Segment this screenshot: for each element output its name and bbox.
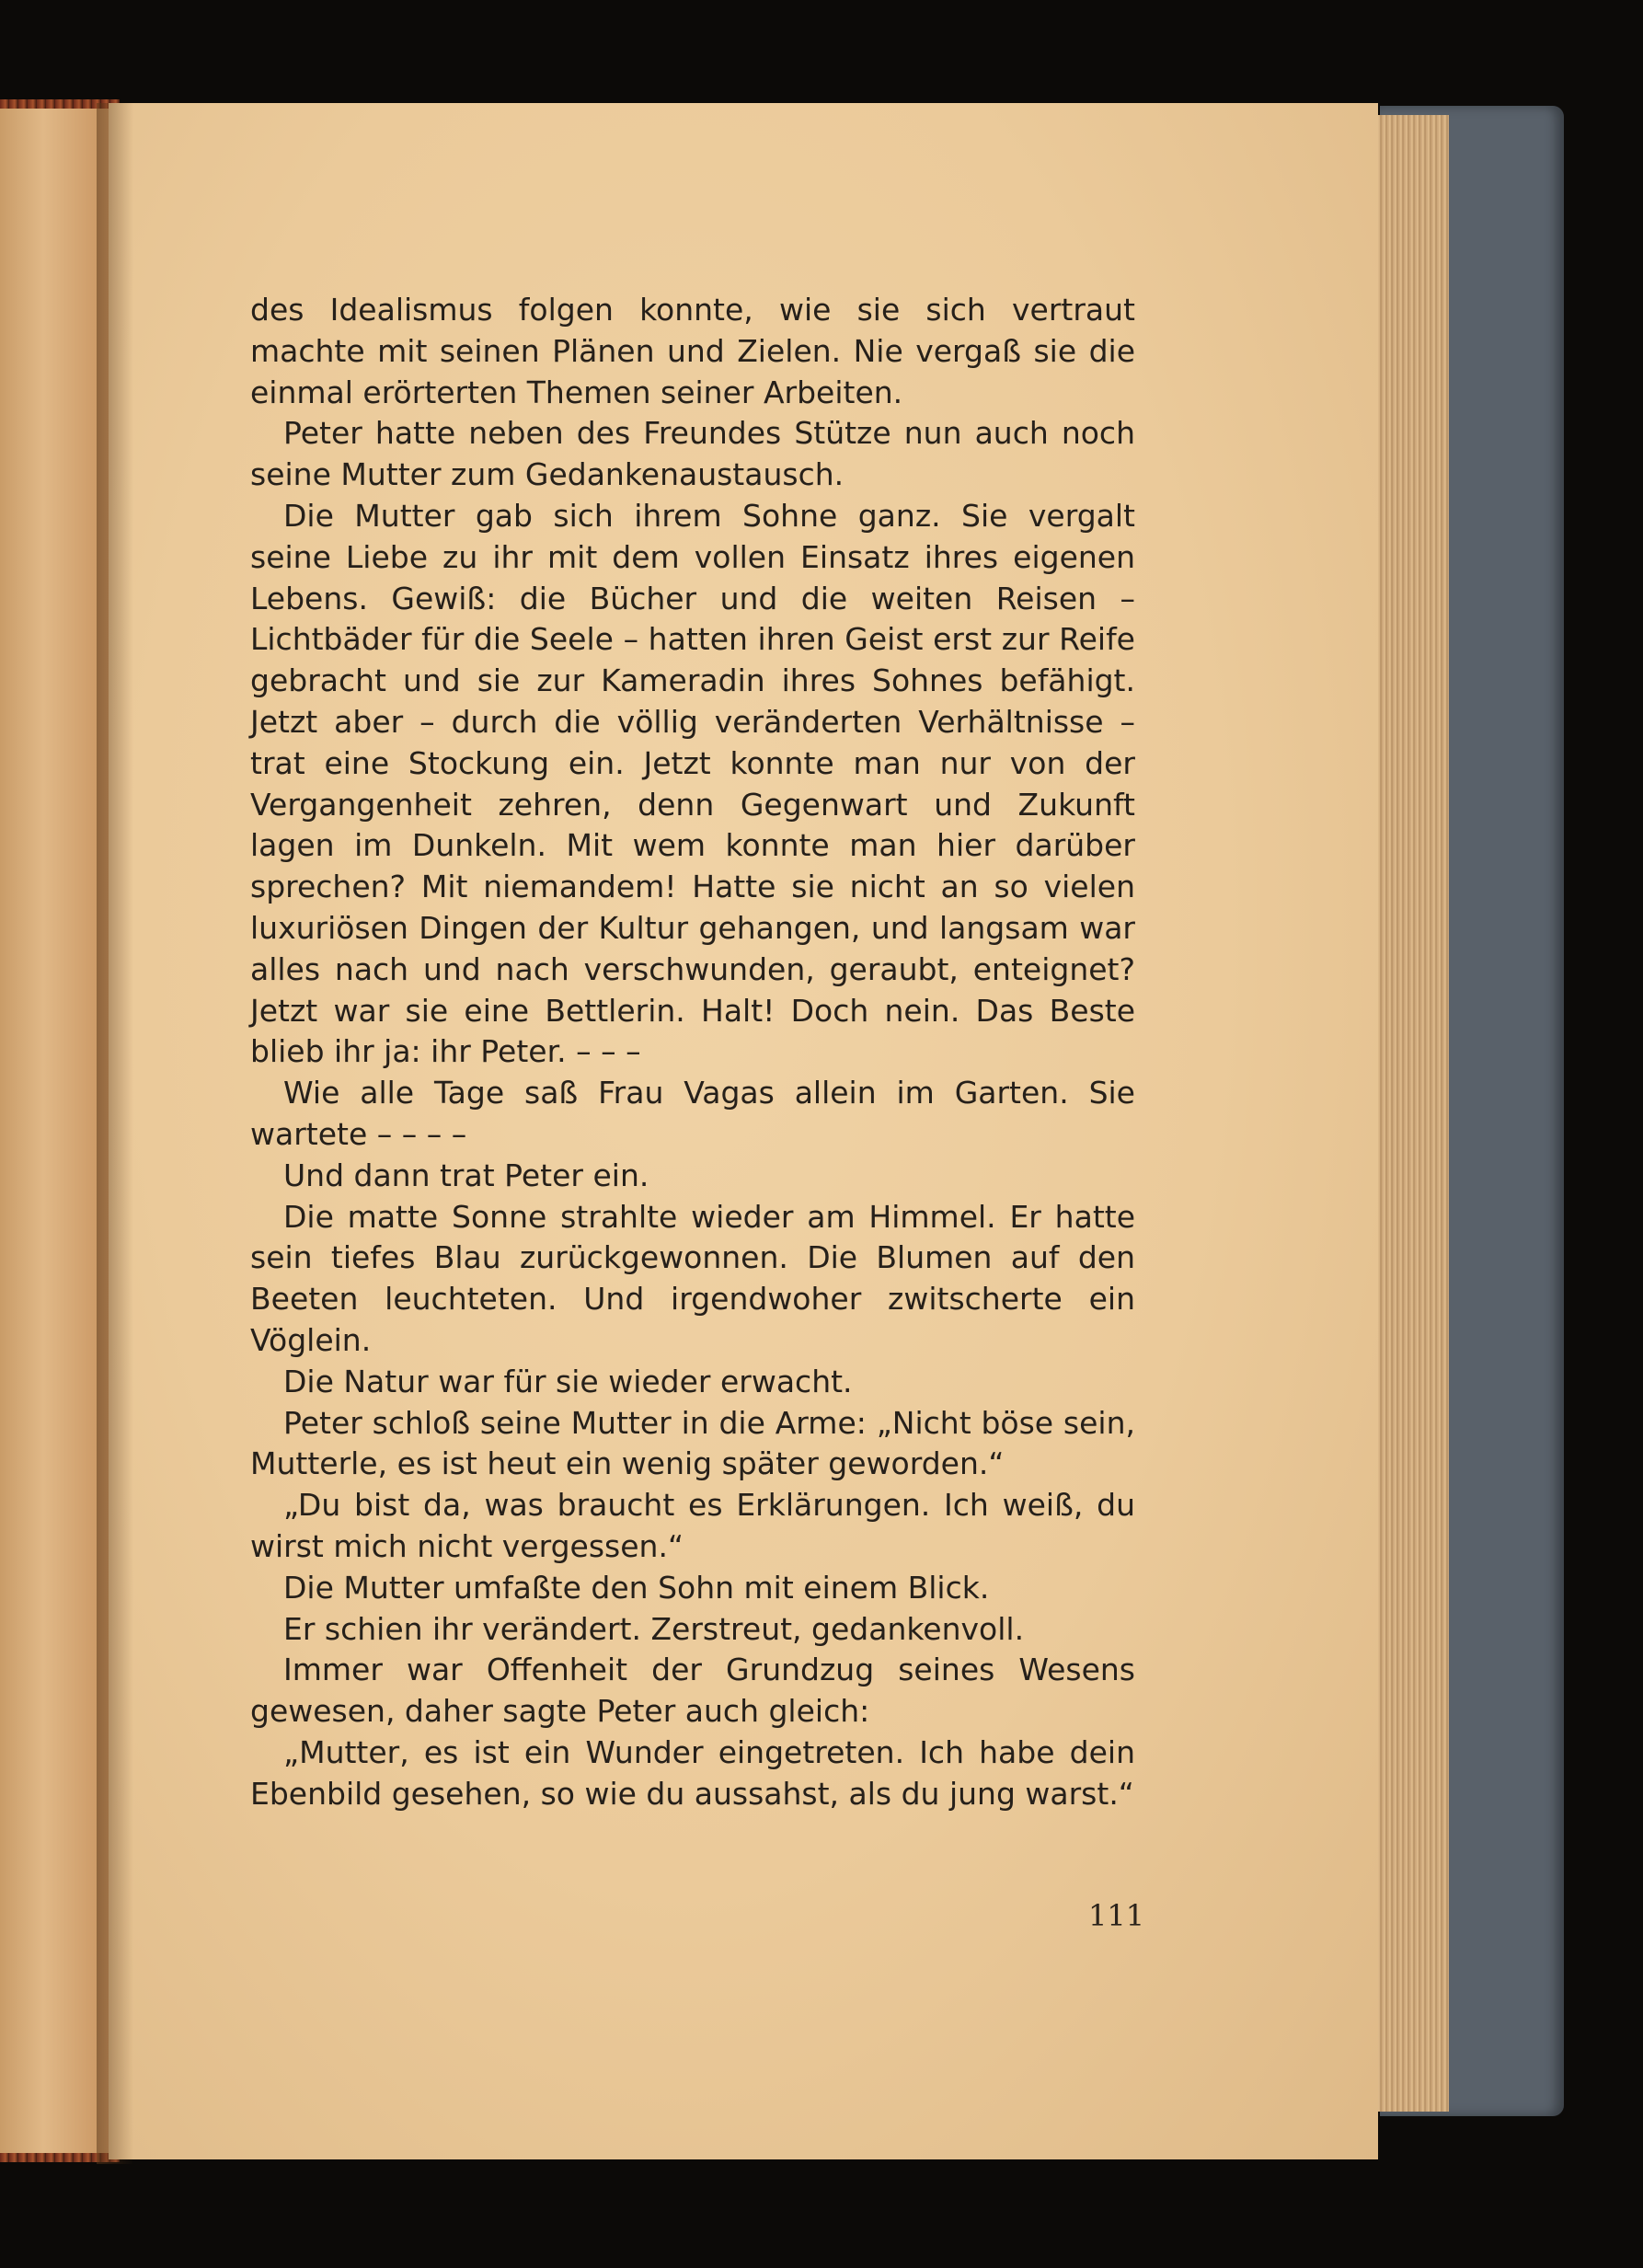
paragraph: Die matte Sonne strahlte wieder am Himmel. Er hatte sein tiefes Blau zurückgewonnen. Die Blumen auf den Beeten leuchteten. Und irgendwoher zwitscherte ein Vöglein. xyxy=(250,1198,1135,1358)
paragraph: Er schien ihr verändert. Zerstreut, gedankenvoll. xyxy=(283,1610,1025,1647)
paragraph: Die Mutter umfaßte den Sohn mit einem Blick. xyxy=(283,1569,990,1606)
paragraph: „Mutter, es ist ein Wunder eingetreten. Ich habe dein Ebenbild gesehen, so wie du aussahst, als du jung warst.“ xyxy=(250,1733,1135,1812)
left-page-strip xyxy=(0,103,109,2159)
paragraph: „Du bist da, was braucht es Erklärungen. Ich weiß, du wirst mich nicht vergessen.“ xyxy=(250,1487,1135,1564)
page-number: 111 xyxy=(1088,1898,1145,1933)
paragraph: Peter hatte neben des Freundes Stütze nun auch noch seine Mutter zum Gedankenaustausch. xyxy=(250,415,1135,493)
paragraph: Die Natur war für sie wieder erwacht. xyxy=(283,1363,853,1399)
paragraph: Peter schloß seine Mutter in die Arme: „Nicht böse sein, Mutterle, es ist heut ein wenig später geworden.“ xyxy=(250,1404,1135,1482)
paragraph: Und dann trat Peter ein. xyxy=(283,1157,649,1193)
paragraph: Immer war Offenheit der Grundzug seines Wesens gewesen, daher sagte Peter auch gleich: xyxy=(250,1652,1135,1730)
page-gutter-shadow xyxy=(97,103,133,2164)
paragraph: des Idealismus folgen konnte, wie sie sich vertraut machte mit seinen Plänen und Zielen. Nie vergaß sie die einmal erörterten Themen seiner Arbeiten. xyxy=(250,292,1135,410)
paragraph: Die Mutter gab sich ihrem Sohne ganz. Sie vergalt seine Liebe zu ihr mit dem vollen Einsatz ihres eigenen Lebens. Gewiß: die Bücher und die weiten Reisen – Lichtbäder für die Seele – hatten ihren Geist erst zur Reife gebracht und sie zur Kameradin ihres Sohnes befähigt. Jetzt aber – durch die völlig veränderten Verhältnisse – trat eine Stockung ein. Jetzt konnte man nur von der Vergangenheit zehren, denn Gegenwart und Zukunft lagen im Dunkeln. Mit wem konnte man hier darüber sprechen? Mit niemandem! Hatte sie nicht an so vielen luxuriösen Dingen der Kultur gehangen, und langsam war alles nach und nach verschwunden, geraubt, enteignet? Jetzt war sie eine Bettlerin. Halt! Doch nein. Das Beste blieb ihr ja: ihr Peter. – – – xyxy=(250,497,1135,1070)
paragraph: Wie alle Tage saß Frau Vagas allein im Garten. Sie wartete – – – – xyxy=(250,1075,1135,1152)
page-edges xyxy=(1366,115,1449,2112)
body-text xyxy=(250,290,1135,1814)
